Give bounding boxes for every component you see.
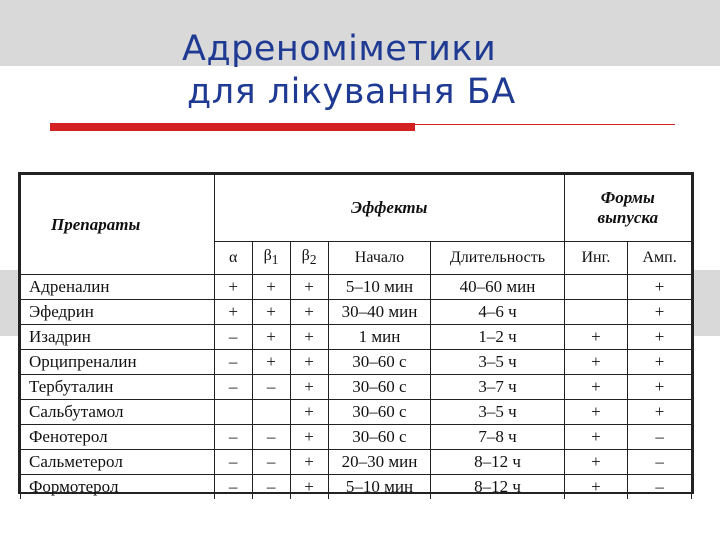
cell-name: Тербуталин xyxy=(21,375,215,400)
cell-amp: + xyxy=(628,350,692,375)
cell-duration: 7–8 ч xyxy=(431,425,564,450)
cell-beta2: + xyxy=(290,450,328,475)
cell-amp: – xyxy=(628,475,692,500)
cell-name: Изадрин xyxy=(21,325,215,350)
cell-onset: 30–60 с xyxy=(328,400,431,425)
title-underline-thin xyxy=(415,124,675,125)
cell-beta1: + xyxy=(252,325,290,350)
cell-onset: 30–60 с xyxy=(328,375,431,400)
table-row xyxy=(21,275,692,300)
cell-beta1: + xyxy=(252,350,290,375)
cell-alpha: – xyxy=(214,350,252,375)
cell-duration: 4–6 ч xyxy=(431,300,564,325)
cell-name: Фенотерол xyxy=(21,425,215,450)
cell-beta2: + xyxy=(290,350,328,375)
cell-beta2: + xyxy=(290,325,328,350)
title-underline-accent xyxy=(50,123,415,131)
table-row xyxy=(21,300,692,325)
cell-name: Сальметерол xyxy=(21,450,215,475)
cell-duration: 8–12 ч xyxy=(431,475,564,500)
subheader-beta1: $\beta_1$ xyxy=(252,242,290,275)
cell-name: Орципреналин xyxy=(21,350,215,375)
header-forms-line1: Формы xyxy=(600,188,655,207)
cell-inh: + xyxy=(564,325,628,350)
subheader-onset: Начало xyxy=(328,242,431,275)
cell-duration: 3–5 ч xyxy=(431,400,564,425)
cell-onset: 1 мин xyxy=(328,325,431,350)
cell-onset: 30–40 мин xyxy=(328,300,431,325)
cell-duration: 40–60 мин xyxy=(431,275,564,300)
cell-alpha: – xyxy=(214,450,252,475)
header-forms-line2: выпуска xyxy=(597,208,659,227)
right-band xyxy=(694,270,720,336)
cell-onset: 30–60 с xyxy=(328,425,431,450)
cell-amp: – xyxy=(628,425,692,450)
slide-title xyxy=(182,28,682,114)
left-band xyxy=(0,270,18,336)
cell-alpha: – xyxy=(214,375,252,400)
drug-rows xyxy=(21,275,692,500)
cell-duration: 3–5 ч xyxy=(431,350,564,375)
cell-amp: – xyxy=(628,450,692,475)
cell-onset: 5–10 мин xyxy=(328,475,431,500)
cell-inh: + xyxy=(564,450,628,475)
cell-beta1: + xyxy=(252,275,290,300)
table-row xyxy=(21,375,692,400)
subheader-alpha: α xyxy=(214,242,252,275)
cell-amp: + xyxy=(628,300,692,325)
cell-inh xyxy=(564,275,628,300)
subheader-beta2: $\beta_2$ xyxy=(290,242,328,275)
cell-beta1: – xyxy=(252,425,290,450)
table-row xyxy=(21,350,692,375)
cell-duration: 1–2 ч xyxy=(431,325,564,350)
cell-inh xyxy=(564,300,628,325)
table-row xyxy=(21,400,692,425)
table-row xyxy=(21,425,692,450)
cell-beta2: + xyxy=(290,275,328,300)
cell-beta1 xyxy=(252,400,290,425)
cell-beta2: + xyxy=(290,425,328,450)
cell-alpha: + xyxy=(214,275,252,300)
subheader-inhalation: Инг. xyxy=(564,242,628,275)
cell-beta1: + xyxy=(252,300,290,325)
cell-amp: + xyxy=(628,275,692,300)
cell-inh: + xyxy=(564,375,628,400)
subheader-ampoules: Амп. xyxy=(628,242,692,275)
cell-alpha: – xyxy=(214,425,252,450)
cell-name: Адреналин xyxy=(21,275,215,300)
cell-duration: 8–12 ч xyxy=(431,450,564,475)
cell-onset: 30–60 с xyxy=(328,350,431,375)
cell-beta1: – xyxy=(252,375,290,400)
cell-duration: 3–7 ч xyxy=(431,375,564,400)
cell-name: Формотерол xyxy=(21,475,215,500)
cell-amp: + xyxy=(628,325,692,350)
cell-onset: 5–10 мин xyxy=(328,275,431,300)
cell-onset: 20–30 мин xyxy=(328,450,431,475)
cell-amp: + xyxy=(628,400,692,425)
header-effects: Эффекты xyxy=(214,175,564,242)
drug-table xyxy=(20,174,692,499)
cell-beta2: + xyxy=(290,375,328,400)
cell-alpha: – xyxy=(214,325,252,350)
cell-beta2: + xyxy=(290,475,328,500)
cell-name: Эфедрин xyxy=(21,300,215,325)
cell-beta2: + xyxy=(290,300,328,325)
table-row xyxy=(21,450,692,475)
cell-inh: + xyxy=(564,475,628,500)
cell-inh: + xyxy=(564,400,628,425)
cell-beta1: – xyxy=(252,450,290,475)
title-line-2: для лікування БА xyxy=(187,72,516,112)
cell-alpha xyxy=(214,400,252,425)
title-line-1: Адреноміметики xyxy=(182,29,497,69)
cell-alpha: + xyxy=(214,300,252,325)
cell-beta2: + xyxy=(290,400,328,425)
cell-beta1: – xyxy=(252,475,290,500)
cell-inh: + xyxy=(564,425,628,450)
cell-name: Сальбутамол xyxy=(21,400,215,425)
cell-inh: + xyxy=(564,350,628,375)
drug-table-frame xyxy=(18,172,694,494)
header-drugs: Препараты xyxy=(21,175,215,275)
cell-amp: + xyxy=(628,375,692,400)
subheader-duration: Длительность xyxy=(431,242,564,275)
table-row xyxy=(21,475,692,500)
cell-alpha: – xyxy=(214,475,252,500)
table-row xyxy=(21,325,692,350)
header-forms xyxy=(564,175,691,242)
